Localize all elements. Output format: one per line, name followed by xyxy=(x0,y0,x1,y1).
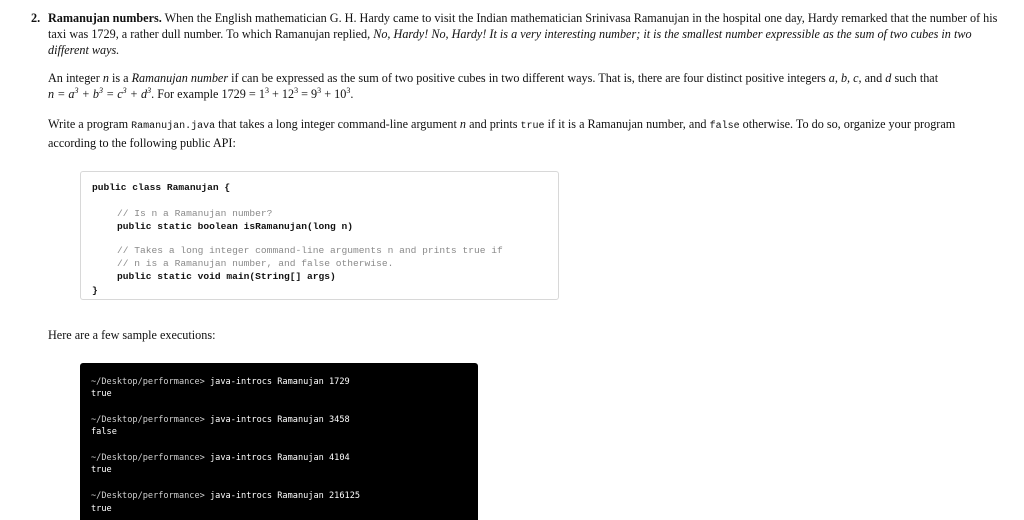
terminal-prompt: ~/Desktop/performance> xyxy=(91,415,205,425)
eq-term: + b xyxy=(78,87,99,101)
definition-text: such that xyxy=(891,71,939,85)
terminal-output: true xyxy=(91,389,112,399)
terminal-command: java-introcs Ramanujan 4104 xyxy=(204,453,350,463)
instructions-text: and prints xyxy=(466,117,521,131)
exponent: 3 xyxy=(147,85,152,95)
example-text: . xyxy=(350,87,354,101)
api-comment: // Takes a long integer command-line arguments n and prints true if xyxy=(117,245,503,256)
api-code-block xyxy=(80,171,559,300)
api-line-class: public class Ramanujan { xyxy=(92,182,231,193)
terminal-command-line xyxy=(91,376,350,388)
terminal-command: java-introcs Ramanujan 3458 xyxy=(204,415,350,425)
exponent: 3 xyxy=(264,85,269,95)
instructions-text: otherwise. To do so, organize your program according to the following public API: xyxy=(48,117,956,150)
exponent: 3 xyxy=(98,85,103,95)
instructions-text: if it is a Ramanujan number, and xyxy=(544,117,710,131)
terminal-command-line xyxy=(91,490,360,502)
api-line-close: } xyxy=(92,285,98,296)
variable-d: d xyxy=(885,71,892,85)
terminal-output: true xyxy=(91,504,112,514)
api-comment: // n is a Ramanujan number, and false otherwise. xyxy=(117,258,394,269)
exponent: 3 xyxy=(294,85,299,95)
problem-intro-paragraph xyxy=(48,10,1000,58)
eq-term: + d xyxy=(126,87,148,101)
eq-term: = c xyxy=(102,87,123,101)
instructions-text: Write a program xyxy=(48,117,132,131)
problem-title: Ramanujan numbers. xyxy=(48,11,162,25)
variable-n: n xyxy=(459,117,467,131)
example-text: + 12 xyxy=(268,87,295,101)
terminal-prompt: ~/Desktop/performance> xyxy=(91,453,205,463)
terminal-command: java-introcs Ramanujan 216125 xyxy=(204,491,361,501)
example-text: = 9 xyxy=(298,87,318,101)
api-line-isramanujan: public static boolean isRamanujan(long n) xyxy=(117,221,354,232)
exponent: 3 xyxy=(122,85,127,95)
equation xyxy=(48,87,151,101)
example-text: . For example 1729 = 1 xyxy=(151,87,265,101)
terminal-command-line xyxy=(91,452,350,464)
exponent: 3 xyxy=(74,85,79,95)
ramanujan-quote: No, Hardy! No, Hardy! It is a very interesting number; it is the smallest number expressible as the sum of two cubes in two different ways. xyxy=(48,27,972,57)
variables-abc: a, b, c, xyxy=(828,71,862,85)
terminal-prompt: ~/Desktop/performance> xyxy=(91,377,205,387)
definition-text: and xyxy=(861,71,886,85)
terminal-output: false xyxy=(91,427,117,437)
terminal-prompt: ~/Desktop/performance> xyxy=(91,491,205,501)
ramanujan-number-term: Ramanujan number xyxy=(131,71,229,85)
definition-text: if can be expressed as the sum of two positive cubes in two different ways. That is, there are four distinct positive integers xyxy=(228,71,829,85)
instructions-paragraph xyxy=(48,116,1000,151)
definition-text: An integer xyxy=(48,71,103,85)
false-keyword: false xyxy=(709,121,740,132)
instructions-text: that takes a long integer command-line argument xyxy=(215,117,460,131)
exponent: 3 xyxy=(317,85,322,95)
terminal-command-line xyxy=(91,414,350,426)
definition-paragraph xyxy=(48,70,1000,102)
example-text: + 10 xyxy=(321,87,347,101)
samples-heading: Here are a few sample executions: xyxy=(48,328,216,342)
terminal-output: true xyxy=(91,465,112,475)
eq-term: n = a xyxy=(48,87,75,101)
filename: Ramanujan.java xyxy=(131,121,216,132)
variable-n: n xyxy=(102,71,109,85)
problem-intro-text: When the English mathematician G. H. Hardy came to visit the Indian mathematician Srinivasa Ramanujan in the hospital one day, Hardy remarked that the number of his taxi was 1729, a rather dull number. To which Ramanujan replied, xyxy=(48,11,998,41)
api-comment: // Is n a Ramanujan number? xyxy=(117,208,273,219)
terminal-window xyxy=(80,363,478,520)
api-line-main: public static void main(String[] args) xyxy=(117,271,336,282)
definition-text: is a xyxy=(108,71,132,85)
terminal-command: java-introcs Ramanujan 1729 xyxy=(204,377,350,387)
exponent: 3 xyxy=(346,85,351,95)
true-keyword: true xyxy=(520,121,545,132)
problem-number: 2. xyxy=(31,11,41,25)
